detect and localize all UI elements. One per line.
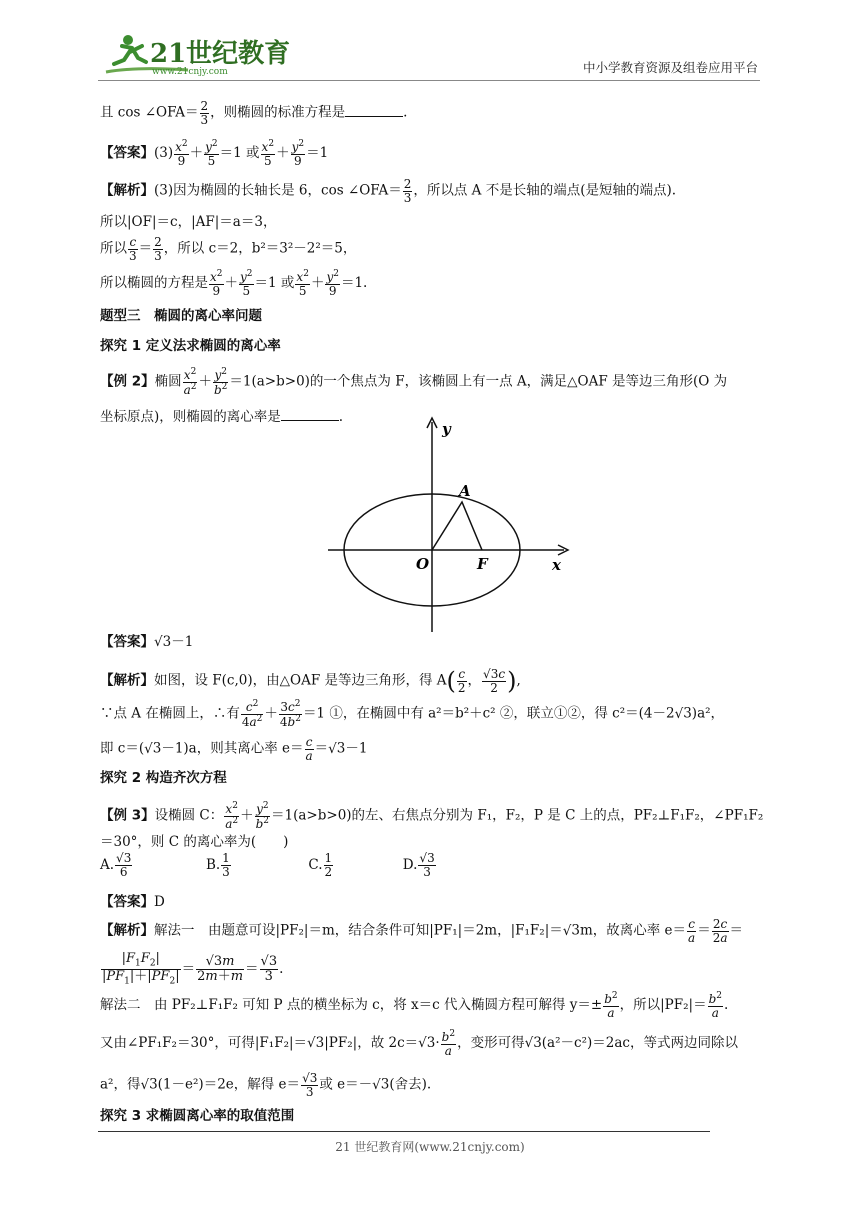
solution-2-line3: a²，得√ 3(1－e²)＝2e，解得 e＝ √ $\frac{3}{3}$ 或 e＝－√ 3(舍去).	[100, 1072, 431, 1098]
header-platform-text: 中小学教育资源及组卷应用平台	[582, 60, 758, 75]
logo-text: 21世纪教育	[150, 39, 291, 69]
analysis-1: 【解析】(3)因为椭圆的长轴长是 6，cos ∠OFA＝ $\frac{2}{3}$ ，所以点 A 不是长轴的端点(是短轴的端点).	[100, 177, 677, 205]
logo-url: www.21cnjy.com	[152, 67, 228, 77]
answer-3: 【答案】D	[100, 894, 165, 910]
line-6: 所以椭圆的方程是 $\frac{x^2}{9}$ ＋ $\frac{y^2}{5}$ ＝1 或 $\frac{x^2}{5}$ ＋ $\frac{y^2}{9}$ ＝1.	[100, 269, 368, 298]
example-2-cont: 坐标原点)，则椭圆的离心率是 .	[100, 409, 344, 425]
example-3-cont: ＝30°，则 C 的离心率为( )	[100, 834, 289, 850]
line-1: 且 cos ∠OFA＝ $\frac{2}{3}$ ，则椭圆的标准方程是 .	[100, 99, 408, 127]
analysis-2: 【解析】如图，设 F(c,0)，由△OAF 是等边三角形，得 A( $\frac{c}{2}$ ， √ $\frac{3c}{2}$ ),	[100, 666, 521, 696]
point-label-a: A	[459, 482, 471, 500]
section-explore2: 探究 2 构造齐次方程	[100, 770, 227, 786]
analysis-3-line2: $\frac{|F_1F_2|}{|PF_1|+|PF_2|}$ ＝ √ $\frac{3m}{2m+m}$ ＝ √ $\frac{3}{3}$ .	[100, 952, 283, 987]
solution-2-line2: 又由∠PF₁F₂＝30°，可得|F₁F₂|＝√ 3|PF₂|，故 2c＝√ 3· $\frac{b^2}{a}$ ，变形可得√ 3(a²－c²)＝2ac，等式两边同除以	[100, 1030, 738, 1057]
axis-label-x: x	[552, 556, 561, 574]
option-d: D. √ $\frac{3}{3}$	[403, 857, 437, 873]
option-a: A. √ $\frac{3}{6}$	[100, 857, 133, 873]
section-type3: 题型三 椭圆的离心率问题	[100, 308, 262, 324]
example-3: 【例 3】设椭圆 C： $\frac{x^2}{a^2}$ ＋ $\frac{y^2}{b^2}$ ＝1(a>b>0)的左、右焦点分别为 F₁，F₂，P 是 C 上的点，PF₂⊥F₁F₂，∠PF₁F₂	[100, 801, 764, 831]
footer-text: 21 世纪教育网(www.21cnjy.com)	[335, 1140, 525, 1154]
site-logo	[98, 28, 298, 80]
section-explore3: 探究 3 求椭圆离心率的取值范围	[100, 1108, 295, 1124]
point-label-o: O	[416, 555, 430, 573]
axis-label-y: y	[442, 420, 451, 438]
options-row	[100, 852, 437, 878]
header-divider	[98, 80, 760, 81]
option-c: C. $\frac{1}{2}$	[308, 851, 333, 879]
option-b: B. $\frac{1}{3}$	[205, 851, 230, 879]
point-label-f: F	[477, 555, 488, 573]
example-2: 【例 2】椭圆 $\frac{x^2}{a^2}$ ＋ $\frac{y^2}{b^2}$ ＝1(a>b>0)的一个焦点为 F，该椭圆上有一点 A，满足△OAF 是等边三角形(O 为	[100, 367, 728, 397]
line-5: 所以 $\frac{c}{3}$ ＝ $\frac{2}{3}$ ，所以 c＝2，b²＝3²－2²＝5，	[100, 235, 357, 263]
logo-runner-icon	[98, 28, 298, 80]
solution-2: 解法二 由 PF₂⊥F₁F₂ 可知 P 点的横坐标为 c，将 x＝c 代入椭圆方程可解得 y＝± $\frac{b^2}{a}$ ，所以|PF₂|＝ $\frac{b^2}{a}$ .	[100, 991, 729, 1020]
section-explore1: 探究 1 定义法求椭圆的离心率	[100, 338, 281, 354]
line-4: 所以|OF|＝c，|AF|＝a＝3，	[100, 214, 277, 230]
ellipse-figure	[326, 414, 576, 641]
answer-1: 【答案】(3) $\frac{x^2}{9}$ ＋ $\frac{y^2}{5}$ ＝1 或 $\frac{x^2}{5}$ ＋ $\frac{y^2}{9}$ ＝1	[100, 139, 329, 168]
footer-divider	[98, 1131, 710, 1132]
analysis-3: 【解析】解法一 由题意可设|PF₂|＝m，结合条件可知|PF₁|＝2m，|F₁F₂|＝√ 3m，故离心率 e＝ $\frac{c}{a}$ ＝ $\frac{2c}{2a}$ ＝	[100, 918, 743, 944]
analysis-2-line3: 即 c＝(√ 3－1)a，则其离心率 e＝ $\frac{c}{a}$ ＝√ 3－1	[100, 736, 367, 762]
answer-2: 【答案】√ 3－1	[100, 634, 193, 651]
analysis-2-line2: ∵点 A 在椭圆上，∴有 $\frac{c^2}{4a^2}$ ＋ $\frac{3c^2}{4b^2}$ ＝1 ①，在椭圆中有 a²＝b²＋c² ②，联立①②，得 c²＝(4－2√ 3)a²，	[100, 700, 724, 728]
